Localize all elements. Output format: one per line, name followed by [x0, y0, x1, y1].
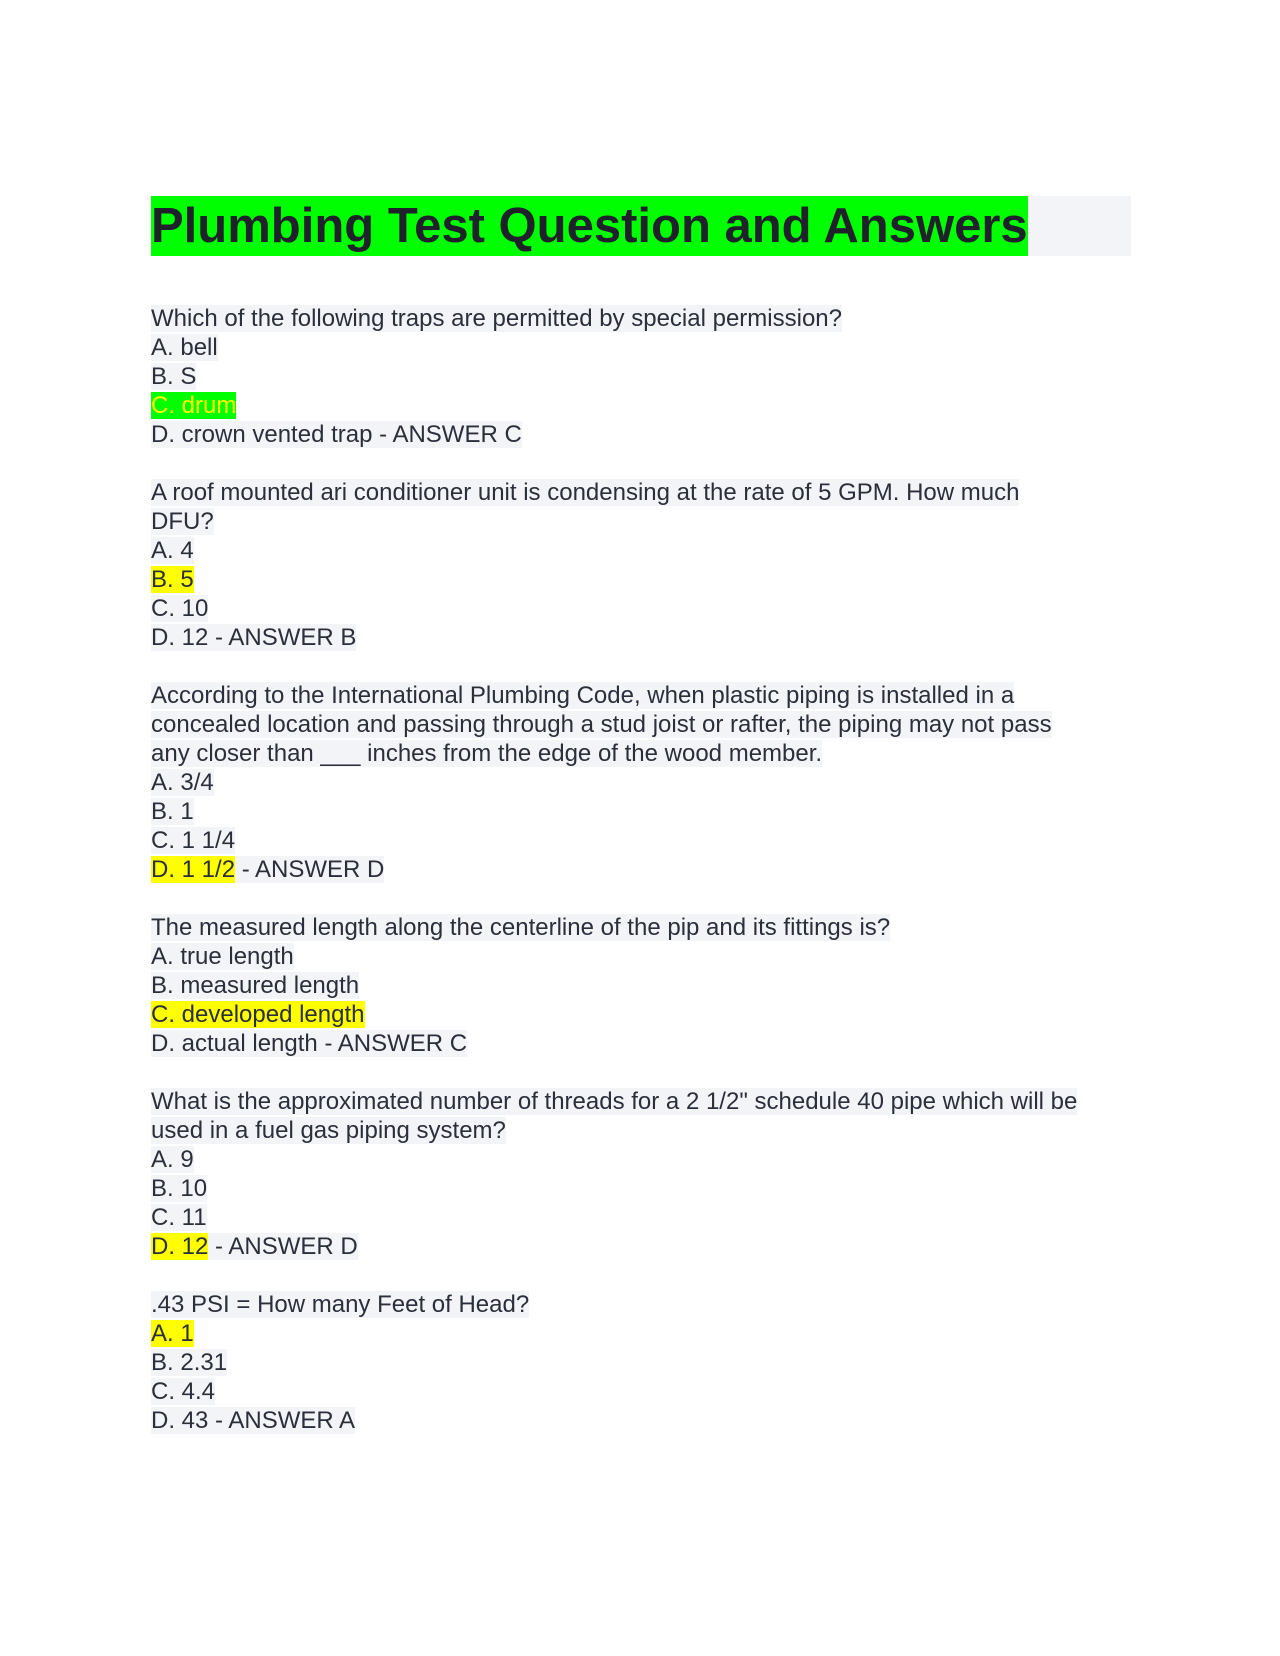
- question-block: [151, 1087, 1131, 1261]
- question-prompt-text: A roof mounted ari conditioner unit is condensing at the rate of 5 GPM. How much: [151, 479, 1020, 506]
- answer-option: [151, 565, 1131, 594]
- answer-option-text: D. crown vented trap - ANSWER C: [151, 421, 522, 448]
- question-prompt-line: [151, 304, 1131, 333]
- answer-option: [151, 1348, 1131, 1377]
- question-prompt-line: [151, 478, 1131, 507]
- answer-option: [151, 1377, 1131, 1406]
- answer-option-text: D. actual length - ANSWER C: [151, 1030, 468, 1057]
- answer-option-text: B. 10: [151, 1175, 208, 1202]
- answer-option: [151, 797, 1131, 826]
- answer-option-text: A. true length: [151, 943, 294, 970]
- answer-option: [151, 1232, 1131, 1261]
- question-block: [151, 478, 1131, 652]
- answer-option: [151, 333, 1131, 362]
- answer-option-text: A. 3/4: [151, 769, 214, 796]
- answer-key-text: - ANSWER D: [235, 856, 385, 883]
- answer-option-text: B. 2.31: [151, 1349, 228, 1376]
- question-prompt-text: used in a fuel gas piping system?: [151, 1117, 506, 1144]
- question-prompt-text: any closer than ___ inches from the edge of the wood member.: [151, 740, 823, 767]
- answer-option: [151, 1000, 1131, 1029]
- answer-key-text: - ANSWER D: [208, 1233, 358, 1260]
- answer-option: [151, 768, 1131, 797]
- answer-option: [151, 420, 1131, 449]
- question-prompt-text: DFU?: [151, 508, 214, 535]
- answer-option-text: D. 12 - ANSWER B: [151, 624, 357, 651]
- question-prompt-line: [151, 739, 1131, 768]
- answer-option-text: D. 43 - ANSWER A: [151, 1407, 356, 1434]
- answer-option-text: C. 10: [151, 595, 209, 622]
- answer-option: [151, 1029, 1131, 1058]
- question-block: [151, 913, 1131, 1058]
- answer-option-text: C. drum: [151, 392, 237, 419]
- answer-option: [151, 826, 1131, 855]
- answer-option-text: A. bell: [151, 334, 218, 361]
- answer-option-text: C. 11: [151, 1204, 207, 1231]
- question-prompt-line: [151, 1116, 1131, 1145]
- document-page: [151, 196, 1131, 1464]
- question-prompt-line: [151, 913, 1131, 942]
- question-prompt-text: The measured length along the centerline of the pip and its fittings is?: [151, 914, 891, 941]
- answer-option: [151, 1406, 1131, 1435]
- answer-option: [151, 971, 1131, 1000]
- question-prompt-line: [151, 1290, 1131, 1319]
- question-prompt-text: .43 PSI = How many Feet of Head?: [151, 1291, 530, 1318]
- answer-option: [151, 623, 1131, 652]
- question-prompt-line: [151, 507, 1131, 536]
- answer-option: [151, 1319, 1131, 1348]
- question-prompt-text: According to the International Plumbing Code, when plastic piping is installed in a: [151, 682, 1015, 709]
- answer-option-text: A. 4: [151, 537, 194, 564]
- title-row: [151, 196, 1131, 256]
- question-list: [151, 304, 1131, 1435]
- answer-option-text: C. developed length: [151, 1001, 365, 1028]
- answer-option-text: C. 1 1/4: [151, 827, 236, 854]
- question-block: [151, 681, 1131, 884]
- answer-option: [151, 942, 1131, 971]
- answer-option: [151, 391, 1131, 420]
- question-prompt-line: [151, 681, 1131, 710]
- question-prompt-text: Which of the following traps are permitted by special permission?: [151, 305, 842, 332]
- answer-option: [151, 536, 1131, 565]
- answer-option-text: D. 1 1/2: [151, 856, 236, 883]
- question-prompt-text: concealed location and passing through a stud joist or rafter, the piping may not pass: [151, 711, 1052, 738]
- answer-option-text: B. measured length: [151, 972, 360, 999]
- page-title: Plumbing Test Question and Answers: [151, 196, 1028, 256]
- answer-option: [151, 855, 1131, 884]
- answer-option: [151, 1203, 1131, 1232]
- question-prompt-text: What is the approximated number of threads for a 2 1/2" schedule 40 pipe which will be: [151, 1088, 1078, 1115]
- question-block: [151, 1290, 1131, 1435]
- answer-option: [151, 1174, 1131, 1203]
- answer-option-text: A. 9: [151, 1146, 194, 1173]
- answer-option-text: C. 4.4: [151, 1378, 216, 1405]
- answer-option: [151, 594, 1131, 623]
- answer-option: [151, 362, 1131, 391]
- question-prompt-line: [151, 710, 1131, 739]
- answer-option: [151, 1145, 1131, 1174]
- question-block: [151, 304, 1131, 449]
- question-prompt-line: [151, 1087, 1131, 1116]
- answer-option-text: B. 1: [151, 798, 194, 825]
- answer-option-text: D. 12: [151, 1233, 209, 1260]
- answer-option-text: B. 5: [151, 566, 194, 593]
- answer-option-text: A. 1: [151, 1320, 194, 1347]
- answer-option-text: B. S: [151, 363, 197, 390]
